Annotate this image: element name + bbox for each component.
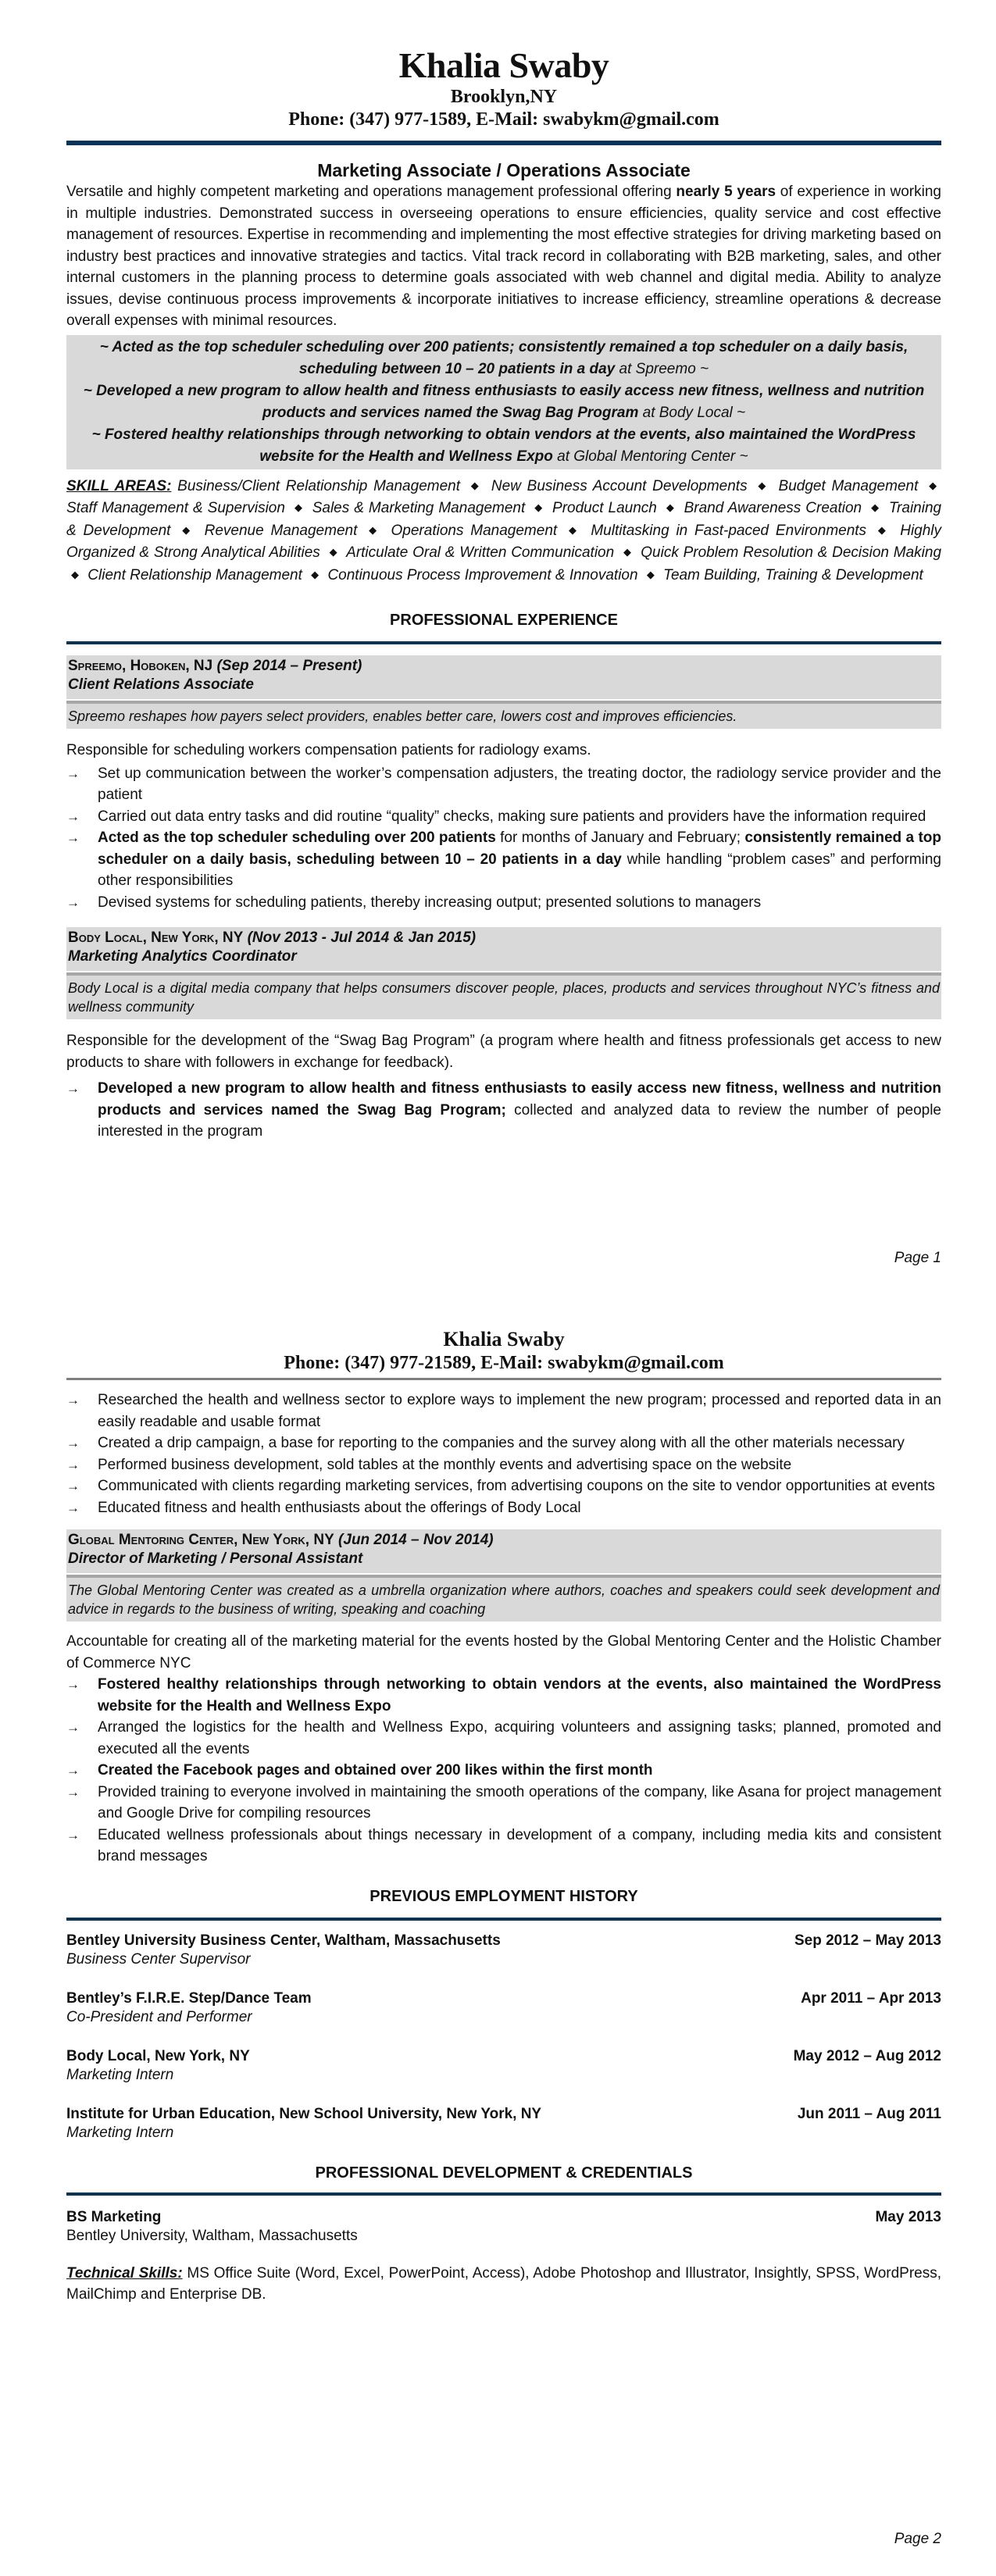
employment-role: Marketing Intern: [66, 2124, 174, 2141]
highlight-achievement: Developed a new program to allow health and fitness enthusiasts to easily access new fitness, wellness and nutrition products and services named the Swag Bag Program: [96, 382, 925, 421]
technical-skills: [66, 2263, 941, 2306]
bullet-text: Arranged the logistics for the health and Wellness Expo, acquiring volunteers and assigning tasks; planned, promoted and executed all the events: [98, 1719, 941, 1757]
job-dates: (Sep 2014 – Present): [216, 658, 362, 674]
bullet-text: collected and analyzed data to review the number of people interested in the program: [98, 1101, 941, 1140]
bullet-text-emphasis: Developed a new program to allow health and fitness enthusiasts to easily access new fitness, wellness and nutrition products and services named the Swag Bag Program;: [98, 1080, 941, 1119]
skill-item: Highly Organized & Strong Analytical Abilities: [66, 522, 942, 561]
bullet-text: Provided training to everyone involved in maintaining the smooth operations of the company, like Asana for project management and Google Drive for compiling resources: [98, 1783, 941, 1821]
bullet-item: [66, 892, 941, 914]
job-title: Marketing Analytics Coordinator: [68, 948, 297, 965]
arrow-right-icon: →: [66, 830, 80, 845]
diamond-separator-icon: ◆: [568, 523, 580, 536]
bullet-text: Set up communication between the worker’s compensation adjusters, the treating doctor, the radiology service provider and the patient: [98, 765, 941, 803]
bullet-text: Created a drip campaign, a base for reporting to the companies and the survey along with all the other materials necessary: [98, 1435, 905, 1451]
diamond-separator-icon: ◆: [623, 546, 632, 558]
resume-page-2: [66, 1328, 941, 2306]
job-dates: (Jun 2014 – Nov 2014): [338, 1532, 494, 1548]
arrow-right-icon: →: [66, 1457, 80, 1472]
arrow-right-icon: →: [66, 1677, 80, 1692]
highlight-employer: at Global Mentoring Center ~: [552, 448, 748, 465]
highlight-prefix: ~: [83, 382, 97, 399]
job-bullets: [66, 1078, 941, 1143]
key-highlights: [66, 335, 941, 469]
job-summary: Responsible for the development of the “Swag Bag Program” (a program where health and fitness professionals get access to new products to share with followers in exchange for feedback).: [66, 1033, 941, 1071]
arrow-right-icon: →: [66, 1500, 80, 1515]
skill-item: Sales & Marketing Management: [312, 500, 526, 516]
bullet-item: [66, 1782, 941, 1825]
previous-employment-entry: [66, 2047, 941, 2085]
bullet-text-emphasis: Created the Facebook pages and obtained over 200 likes within the first month: [98, 1762, 653, 1779]
skill-item: Operations Management: [391, 522, 558, 539]
header-divider: [66, 141, 941, 145]
job-company: Body Local, New York, NY: [68, 929, 244, 946]
highlight-prefix: ~: [99, 338, 112, 355]
skill-item: Staff Management & Supervision: [66, 500, 285, 516]
diamond-separator-icon: ◆: [758, 479, 768, 491]
bullet-item: [66, 1825, 941, 1868]
highlight-employer: at Spreemo ~: [615, 360, 709, 377]
previous-employment-entry: [66, 2105, 941, 2143]
highlight-achievement: Fostered healthy relationships through networking to obtain vendors at the events, also maintained the WordPress website for the Health and Wellness Expo: [104, 426, 916, 465]
arrow-right-icon: →: [66, 1479, 80, 1493]
diamond-separator-icon: ◆: [666, 501, 675, 513]
bullet-text: Communicated with clients regarding marketing services, from advertising coupons on the site to vendor opportunities at events: [98, 1478, 935, 1494]
arrow-right-icon: →: [66, 894, 80, 910]
bullet-item: [66, 827, 941, 892]
headline: Marketing Associate / Operations Associate: [317, 160, 691, 180]
graduation-date: May 2013: [875, 2208, 941, 2225]
job-dates: (Nov 2013 - Jul 2014 & Jan 2015): [247, 929, 477, 946]
job-entry: [66, 927, 941, 1143]
candidate-location: Brooklyn,NY: [450, 87, 558, 107]
technical-skills-text: MS Office Suite (Word, Excel, PowerPoint, Access), Adobe Photoshop and Illustrator, Insightly, SPSS, WordPress, MailChimp and Enterprise DB.: [66, 2264, 942, 2303]
job-header: [66, 655, 941, 729]
section-divider: [66, 2192, 941, 2196]
school: Bentley University, Waltham, Massachusetts: [66, 2227, 358, 2244]
bullet-item: [66, 1454, 941, 1476]
summary-emphasis: nearly 5 years: [676, 184, 776, 200]
highlight-item: [70, 424, 938, 468]
bullet-text: Carried out data entry tasks and did routine “quality” checks, making sure patients and providers have the information required: [98, 808, 926, 825]
job-header: [66, 1529, 941, 1622]
diamond-separator-icon: ◆: [877, 523, 889, 536]
job-header: [66, 927, 941, 1019]
bullet-item: [66, 806, 941, 828]
bullet-item: [66, 1390, 941, 1432]
skill-item: New Business Account Developments: [491, 477, 748, 494]
skill-item: Brand Awareness Creation: [684, 500, 862, 516]
employment-role: Business Center Supervisor: [66, 1950, 251, 1968]
skill-item: Budget Management: [778, 477, 919, 494]
arrow-right-icon: →: [66, 1393, 80, 1408]
bullet-item: [66, 1760, 941, 1782]
diamond-separator-icon: ◆: [871, 501, 880, 513]
diamond-separator-icon: ◆: [311, 568, 320, 580]
arrow-right-icon: →: [66, 808, 80, 824]
bullet-text-emphasis: Fostered healthy relationships through networking to obtain vendors at the events, also maintained the WordPress website for the Health and Wellness Expo: [98, 1676, 941, 1714]
employment-dates: Apr 2011 – Apr 2013: [801, 1989, 941, 2007]
skill-areas: [66, 476, 941, 587]
employment-dates: Sep 2012 – May 2013: [794, 1932, 941, 1949]
highlight-employer: at Body Local ~: [638, 404, 746, 421]
previous-employment-entry: [66, 1989, 941, 2027]
job-entry: [66, 655, 941, 913]
diamond-separator-icon: ◆: [369, 523, 380, 536]
bullet-text: Performed business development, sold tables at the monthly events and advertising space on the website: [98, 1456, 792, 1473]
job-company: Spreemo, Hoboken, NJ: [68, 658, 213, 674]
arrow-right-icon: →: [66, 765, 80, 781]
section-title-experience: PROFESSIONAL EXPERIENCE: [390, 612, 618, 629]
skill-item: Multitasking in Fast-paced Environments: [591, 522, 867, 539]
job-entry: [66, 1529, 941, 1868]
diamond-separator-icon: ◆: [646, 568, 655, 580]
skill-item: Continuous Process Improvement & Innovation: [327, 566, 638, 583]
arrow-right-icon: →: [66, 1081, 80, 1096]
employer: Bentley’s F.I.R.E. Step/Dance Team: [66, 1989, 312, 2007]
bullet-text: Educated wellness professionals about things necessary in development of a company, including media kits and consistent brand messages: [98, 1826, 941, 1864]
summary-text-end: of experience in working in multiple industries. Demonstrated success in overseeing operations to ensure efficiencies, quality service and cost effective management of resources. Expertise in recommending and implementing the most effective strategies for driving marketing based on industry best practices and innovative strategies and tactics. Vital track record in collaborating with B2B marketing, sales, and other internal customers in the planning process to determine goals associated with web channel and digital media. Ability to analyze issues, devise continuous process improvements & incorporate initiatives to increase efficiency, streamline operations & decrease overall expenses with minimal resources.: [66, 184, 941, 329]
bullet-text: Researched the health and wellness sector to explore ways to implement the new program; processed and reported data in an easily readable and usable format: [98, 1392, 941, 1430]
technical-skills-label: Technical Skills:: [66, 2264, 183, 2282]
highlight-achievement: Acted as the top scheduler scheduling over 200 patients; consistently remained a top scheduler on a daily basis, scheduling between 10 – 20 patients in a day: [112, 338, 909, 377]
company-description: Body Local is a digital media company that helps consumers discover people, places, products and services throughout NYC’s fitness and wellness community: [68, 980, 940, 1015]
bullet-text-emphasis: consistently remained a top scheduler on a daily basis, scheduling between 10 – 20 patients in a day: [98, 830, 941, 868]
professional-summary: [66, 181, 941, 332]
bullet-text-emphasis: Acted as the top scheduler scheduling over 200 patients: [98, 830, 496, 846]
job-summary: Responsible for scheduling workers compensation patients for radiology exams.: [66, 742, 591, 758]
skill-item: Quick Problem Resolution & Decision Making: [641, 544, 942, 561]
highlight-item: [70, 380, 938, 424]
diamond-separator-icon: ◆: [71, 568, 79, 580]
employment-role: Marketing Intern: [66, 2066, 174, 2083]
skill-item: Revenue Management: [204, 522, 358, 539]
company-description: The Global Mentoring Center was created as a umbrella organization where authors, coaches and speakers could seek development and advice in regards to the business of writing, speaking and coaching: [68, 1582, 940, 1617]
candidate-name: Khalia Swaby: [398, 45, 609, 85]
job-company: Global Mentoring Center, New York, NY: [68, 1532, 334, 1548]
page-number: Page 2: [894, 2531, 941, 2547]
skill-item: Training & Development: [66, 500, 942, 539]
page-number: Page 1: [894, 1250, 941, 1266]
arrow-right-icon: →: [66, 1763, 80, 1778]
summary-text-start: Versatile and highly competent marketing and operations management professional offering: [66, 184, 676, 200]
continued-job-bullets: [66, 1390, 941, 1518]
diamond-separator-icon: ◆: [534, 501, 544, 513]
bullet-item: [66, 1717, 941, 1760]
job-summary: Accountable for creating all of the marketing material for the events hosted by the Global Mentoring Center and the Holistic Chamber of Commerce NYC: [66, 1633, 941, 1672]
candidate-contact: Phone: (347) 977-1589, E-Mail: swabykm@gmail.com: [288, 109, 719, 130]
skill-areas-label: SKILL AREAS:: [66, 477, 172, 494]
job-title: Client Relations Associate: [68, 676, 254, 693]
bullet-item: [66, 1078, 941, 1143]
section-title-credentials: PROFESSIONAL DEVELOPMENT & CREDENTIALS: [315, 2164, 693, 2182]
skill-item: Business/Client Relationship Management: [177, 477, 460, 494]
highlight-prefix: ~: [91, 426, 105, 443]
diamond-separator-icon: ◆: [929, 479, 937, 491]
employer: Institute for Urban Education, New School University, New York, NY: [66, 2105, 542, 2122]
diamond-separator-icon: ◆: [470, 479, 481, 491]
previous-employment-list: [66, 1932, 941, 2143]
bullet-item: [66, 1432, 941, 1454]
company-description: Spreemo reshapes how payers select providers, enables better care, lowers cost and improves efficiencies.: [68, 708, 737, 724]
skill-item: Product Launch: [552, 500, 657, 516]
diamond-separator-icon: ◆: [294, 501, 303, 513]
bullet-text: for months of January and February;: [495, 830, 745, 846]
previous-employment-entry: [66, 1932, 941, 1969]
arrow-right-icon: →: [66, 1720, 80, 1735]
employment-role: Co-President and Performer: [66, 2008, 252, 2025]
candidate-name: Khalia Swaby: [443, 1328, 565, 1350]
section-title-previous-employment: PREVIOUS EMPLOYMENT HISTORY: [369, 1887, 638, 1905]
bullet-text: Educated fitness and health enthusiasts about the offerings of Body Local: [98, 1499, 581, 1516]
employment-dates: May 2012 – Aug 2012: [793, 2047, 941, 2064]
header-divider: [66, 1378, 941, 1380]
skill-item: Client Relationship Management: [87, 566, 302, 583]
job-bullets: [66, 763, 941, 914]
employer: Body Local, New York, NY: [66, 2047, 250, 2064]
arrow-right-icon: →: [66, 1784, 80, 1800]
bullet-item: [66, 763, 941, 806]
bullet-item: [66, 1475, 941, 1497]
section-divider: [66, 1918, 941, 1921]
education-entry: [66, 2208, 941, 2246]
degree: BS Marketing: [66, 2208, 162, 2225]
section-divider: [66, 641, 941, 644]
skill-list: [66, 478, 941, 583]
bullet-item: [66, 1497, 941, 1519]
highlight-item: [70, 337, 938, 380]
resume-page-1: [66, 45, 941, 1143]
employer: Bentley University Business Center, Waltham, Massachusetts: [66, 1932, 501, 1949]
bullet-text: while handling “problem cases” and performing other responsibilities: [98, 851, 941, 889]
diamond-separator-icon: ◆: [329, 546, 338, 558]
bullet-item: [66, 1674, 941, 1717]
bullet-text: Devised systems for scheduling patients, thereby increasing output; presented solutions to managers: [98, 894, 762, 911]
arrow-right-icon: →: [66, 1436, 80, 1450]
arrow-right-icon: →: [66, 1827, 80, 1843]
employment-dates: Jun 2011 – Aug 2011: [797, 2105, 941, 2122]
job-title: Director of Marketing / Personal Assistant: [68, 1550, 363, 1567]
candidate-contact: Phone: (347) 977-21589, E-Mail: swabykm@gmail.com: [284, 1353, 724, 1373]
job-bullets: [66, 1674, 941, 1868]
diamond-separator-icon: ◆: [182, 523, 193, 536]
skill-item: Team Building, Training & Development: [663, 566, 923, 583]
skill-item: Articulate Oral & Written Communication: [346, 544, 615, 561]
